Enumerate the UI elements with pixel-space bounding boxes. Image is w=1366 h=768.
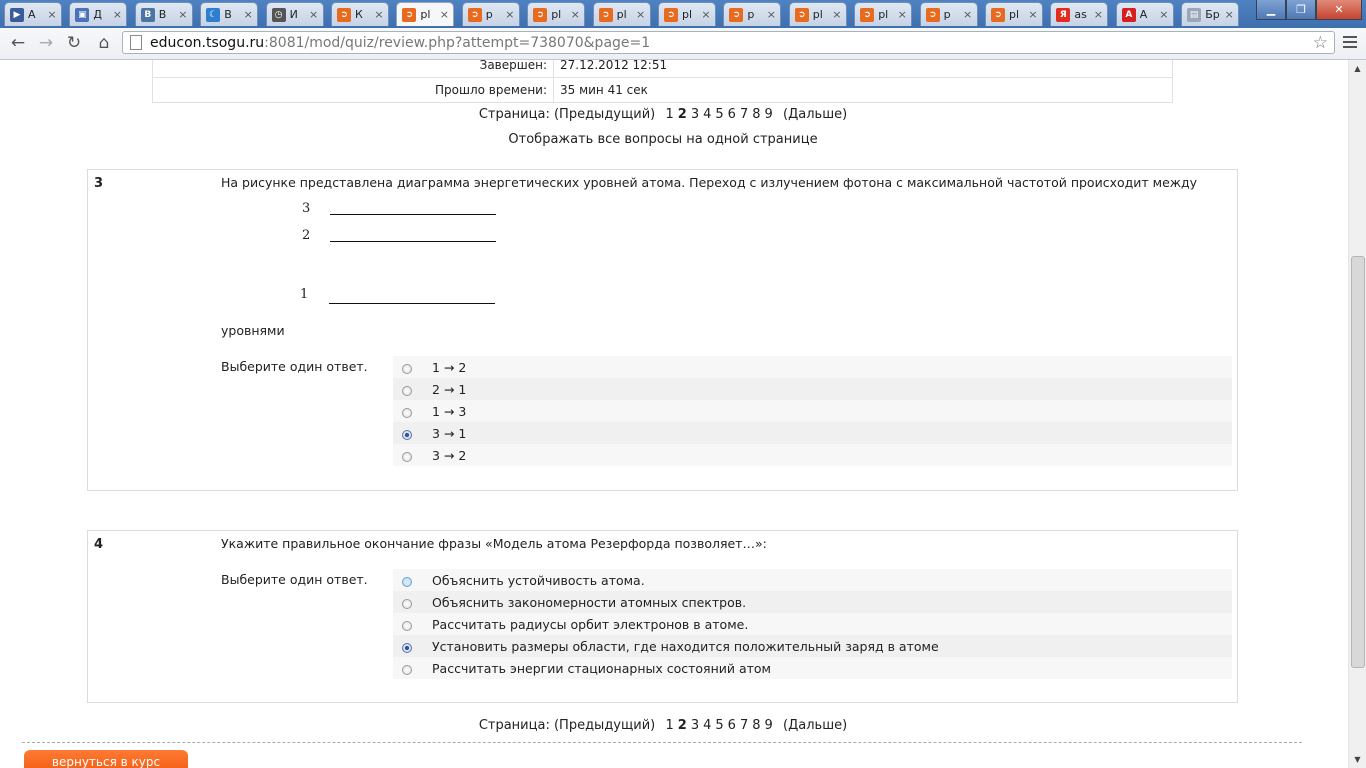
answer-option[interactable] <box>393 635 1232 657</box>
document-icon: ▤ <box>1187 8 1201 22</box>
tab-title: А <box>1139 8 1148 21</box>
back-arrow-icon[interactable]: ← <box>10 33 26 53</box>
browser-toolbar <box>0 28 1366 60</box>
close-tab-icon[interactable]: × <box>1159 8 1169 21</box>
browser-tab[interactable] <box>4 2 62 26</box>
tab-title: Д <box>93 8 102 21</box>
close-window-icon[interactable]: ✕ <box>1316 0 1362 20</box>
answer-option[interactable] <box>393 657 1232 679</box>
answer-option[interactable] <box>393 569 1232 591</box>
tab-title: В <box>158 8 167 21</box>
browser-tab[interactable] <box>920 2 978 26</box>
menu-icon[interactable] <box>1340 32 1360 52</box>
question-text-continuation: уровнями <box>221 323 285 338</box>
pagination-prev-link[interactable]: (Предыдущий) <box>553 718 656 733</box>
browser-tab[interactable] <box>658 2 716 26</box>
summary-label: Завершен: <box>153 60 554 78</box>
answer-option[interactable] <box>393 356 1232 378</box>
answer-radio[interactable] <box>402 599 412 609</box>
answer-label: Рассчитать радиусы орбит электронов в атоме. <box>432 616 749 632</box>
tab-title: pl <box>682 8 693 21</box>
close-tab-icon[interactable]: × <box>308 8 319 21</box>
browser-tab[interactable] <box>69 2 127 26</box>
arrow-circle-icon: ➲ <box>860 8 874 22</box>
home-icon[interactable]: ⌂ <box>98 33 110 53</box>
pagination-pages <box>663 718 774 733</box>
page-link[interactable]: 8 <box>752 718 761 733</box>
footer-divider <box>22 742 1302 743</box>
vertical-scrollbar[interactable] <box>1348 60 1366 768</box>
url-path: :8081/mod/quiz/review.php?attempt=738070&page=1 <box>264 34 651 51</box>
tab-title: pl <box>878 8 889 21</box>
tab-title: pl <box>616 8 627 21</box>
reload-icon[interactable]: ↻ <box>66 33 82 53</box>
answer-label: Объяснить устойчивость атома. <box>432 572 645 588</box>
page-link[interactable]: 5 <box>715 107 724 122</box>
answer-label: 1 → 2 <box>432 359 467 375</box>
close-tab-icon[interactable]: × <box>570 8 580 21</box>
return-to-course-button[interactable]: вернуться в курс <box>24 750 188 768</box>
level-line <box>330 241 496 242</box>
restore-icon[interactable]: ❐ <box>1286 0 1316 20</box>
question-3 <box>87 169 1238 491</box>
page-link[interactable]: 6 <box>727 718 736 733</box>
tab-title: p <box>747 8 755 21</box>
yandex-icon: Я <box>1056 8 1070 22</box>
page-link[interactable]: 9 <box>764 718 773 733</box>
level-label: 1 <box>300 287 309 302</box>
pagination-top <box>0 107 1326 122</box>
browser-tab[interactable] <box>593 2 651 26</box>
close-tab-icon[interactable]: × <box>635 8 646 21</box>
close-tab-icon[interactable]: × <box>47 8 57 21</box>
page-link: 2 <box>677 107 687 122</box>
question-text: На рисунке представлена диаграмма энергетических уровней атома. Переход с излучением фотона с максимальной частотой происходит между <box>221 175 1198 190</box>
summary-value: 35 мин 41 сек <box>554 78 1173 103</box>
answer-radio[interactable] <box>402 665 412 675</box>
pagination-next-link[interactable]: (Дальше) <box>783 718 848 733</box>
arrow-circle-icon: ➲ <box>468 8 482 22</box>
close-tab-icon[interactable]: × <box>766 8 776 21</box>
page-link[interactable]: 6 <box>727 107 736 122</box>
answer-option[interactable] <box>393 378 1232 400</box>
question-number: 4 <box>94 537 104 552</box>
close-tab-icon[interactable]: × <box>1028 8 1038 21</box>
tab-title: В <box>224 8 232 21</box>
page-link[interactable]: 3 <box>690 107 700 122</box>
browser-tab[interactable] <box>396 2 454 26</box>
answer-radio[interactable] <box>402 430 412 440</box>
arrow-circle-icon: ➲ <box>926 8 940 22</box>
pagination-bottom <box>0 718 1326 733</box>
answer-label: 1 → 3 <box>432 403 467 419</box>
attempt-summary-table <box>152 60 1173 103</box>
minimize-icon[interactable]: ▁ <box>1256 0 1286 20</box>
window-controls <box>1256 0 1362 20</box>
pagination-pages <box>663 107 774 122</box>
scroll-down-icon[interactable]: ▼ <box>1354 755 1361 764</box>
answer-radio[interactable] <box>402 364 412 374</box>
browser-tab[interactable] <box>1116 2 1174 26</box>
page-link[interactable]: 9 <box>764 107 773 122</box>
tab-title: И <box>289 8 298 21</box>
pagination-prefix: Страница: <box>478 718 550 733</box>
page-link: 2 <box>677 718 687 733</box>
answer-label: Объяснить закономерности атомных спектров. <box>432 594 747 610</box>
pagination-prev-link[interactable]: (Предыдущий) <box>553 107 656 122</box>
summary-row <box>153 60 1173 78</box>
tab-title: pl <box>1009 8 1020 21</box>
level-line <box>330 214 496 215</box>
page-viewport <box>0 60 1349 768</box>
answer-label: 3 → 2 <box>432 447 467 463</box>
level-label: 3 <box>302 201 311 216</box>
close-tab-icon[interactable]: × <box>1093 8 1103 21</box>
close-tab-icon[interactable]: × <box>1224 8 1234 21</box>
answer-option[interactable] <box>393 422 1232 444</box>
close-tab-icon[interactable]: × <box>962 8 973 21</box>
question-text: Укажите правильное окончание фразы «Модель атома Резерфорда позволяет…»: <box>221 536 767 551</box>
close-tab-icon[interactable]: × <box>505 8 515 21</box>
answer-option[interactable] <box>393 400 1232 422</box>
browser-tab[interactable] <box>723 2 781 26</box>
letter-a-icon: A <box>1122 8 1136 22</box>
answer-prompt: Выберите один ответ. <box>221 572 368 587</box>
browser-tab[interactable] <box>985 2 1043 26</box>
play-icon: ▶ <box>10 8 24 22</box>
summary-label: Прошло времени: <box>153 78 554 103</box>
board-icon: ▣ <box>75 8 89 22</box>
question-4 <box>87 530 1238 703</box>
pagination-prefix: Страница: <box>478 107 550 122</box>
bookmark-star-icon[interactable]: ☆ <box>1312 33 1328 53</box>
browser-tab[interactable] <box>789 2 847 26</box>
url-host: educon.tsogu.ru <box>150 34 265 51</box>
question-number: 3 <box>94 176 104 191</box>
browser-tab[interactable] <box>527 2 585 26</box>
summary-value: 27.12.2012 12:51 <box>554 60 1173 78</box>
tab-title: p <box>943 8 951 21</box>
answer-radio[interactable] <box>402 408 412 418</box>
energy-level-diagram <box>298 200 498 310</box>
browser-tab[interactable] <box>854 2 912 26</box>
answer-radio[interactable] <box>402 577 412 587</box>
browser-tab[interactable] <box>200 2 258 26</box>
tab-title: А <box>28 8 36 21</box>
close-tab-icon[interactable]: × <box>178 8 188 21</box>
answer-option[interactable] <box>393 444 1232 466</box>
page-link[interactable]: 1 <box>665 107 674 122</box>
answer-list <box>393 569 1232 679</box>
clock-icon: ◷ <box>272 8 286 22</box>
page-link[interactable]: 5 <box>715 718 724 733</box>
tab-title: as <box>1074 8 1087 21</box>
answer-option[interactable] <box>393 591 1232 613</box>
page-link[interactable]: 1 <box>665 718 674 733</box>
arrow-circle-icon: ➲ <box>533 8 547 22</box>
pagination-next-link[interactable]: (Дальше) <box>783 107 848 122</box>
answer-label: Рассчитать энергии стационарных состояний атом <box>432 660 771 676</box>
answer-option[interactable] <box>393 613 1232 635</box>
address-bar[interactable] <box>122 31 1335 54</box>
close-tab-icon[interactable]: × <box>832 8 842 21</box>
answer-label: 2 → 1 <box>432 381 467 397</box>
moon-icon: ☾ <box>206 8 220 22</box>
answer-prompt: Выберите один ответ. <box>221 359 368 374</box>
arrow-circle-icon: ➲ <box>991 8 1005 22</box>
tab-strip <box>0 0 1366 28</box>
tab-title: pl <box>812 8 823 21</box>
answer-radio[interactable] <box>402 386 412 396</box>
page-link[interactable]: 8 <box>752 107 761 122</box>
close-tab-icon[interactable]: × <box>897 8 907 21</box>
page-link[interactable]: 7 <box>739 718 749 733</box>
tab-title: К <box>355 8 363 21</box>
arrow-circle-icon: ➲ <box>337 8 351 22</box>
tab-title: p <box>485 8 493 21</box>
answer-list <box>393 356 1232 466</box>
close-tab-icon[interactable]: × <box>112 8 122 21</box>
forward-arrow-icon[interactable]: → <box>38 33 54 53</box>
page-link[interactable]: 7 <box>739 107 749 122</box>
answer-radio[interactable] <box>402 643 412 653</box>
show-all-questions-link[interactable]: Отображать все вопросы на одной странице <box>508 132 818 147</box>
browser-tab[interactable] <box>1181 2 1239 26</box>
arrow-circle-icon: ➲ <box>729 8 743 22</box>
close-tab-icon[interactable]: × <box>374 8 384 21</box>
arrow-circle-icon: ➲ <box>664 8 678 22</box>
browser-tab[interactable] <box>331 2 389 26</box>
level-line <box>329 303 495 304</box>
tab-title: Бр <box>1205 8 1220 21</box>
answer-label: Установить размеры области, где находится положительный заряд в атоме <box>432 638 939 654</box>
arrow-circle-icon: ➲ <box>599 8 613 22</box>
close-tab-icon[interactable]: × <box>439 8 449 21</box>
tab-title: pl <box>551 8 562 21</box>
arrow-circle-icon: ➲ <box>795 8 809 22</box>
summary-row <box>153 78 1173 103</box>
browser-tab[interactable] <box>266 2 324 26</box>
arrow-circle-icon: ➲ <box>402 8 416 22</box>
page-link[interactable]: 4 <box>703 718 712 733</box>
browser-tab[interactable] <box>462 2 520 26</box>
tab-title: pl <box>420 8 431 21</box>
answer-radio[interactable] <box>402 621 412 631</box>
page-link[interactable]: 3 <box>690 718 700 733</box>
browser-tab[interactable] <box>135 2 193 26</box>
close-tab-icon[interactable]: × <box>701 8 711 21</box>
close-tab-icon[interactable]: × <box>243 8 253 21</box>
answer-label: 3 → 1 <box>432 425 467 441</box>
answer-radio[interactable] <box>402 452 412 462</box>
page-link[interactable]: 4 <box>703 107 712 122</box>
level-label: 2 <box>302 228 311 243</box>
scrollbar-thumb[interactable] <box>1351 256 1365 668</box>
browser-tab[interactable] <box>1050 2 1108 26</box>
page-icon <box>130 35 142 50</box>
scroll-up-icon[interactable]: ▲ <box>1354 64 1361 73</box>
vk-icon: B <box>141 8 155 22</box>
